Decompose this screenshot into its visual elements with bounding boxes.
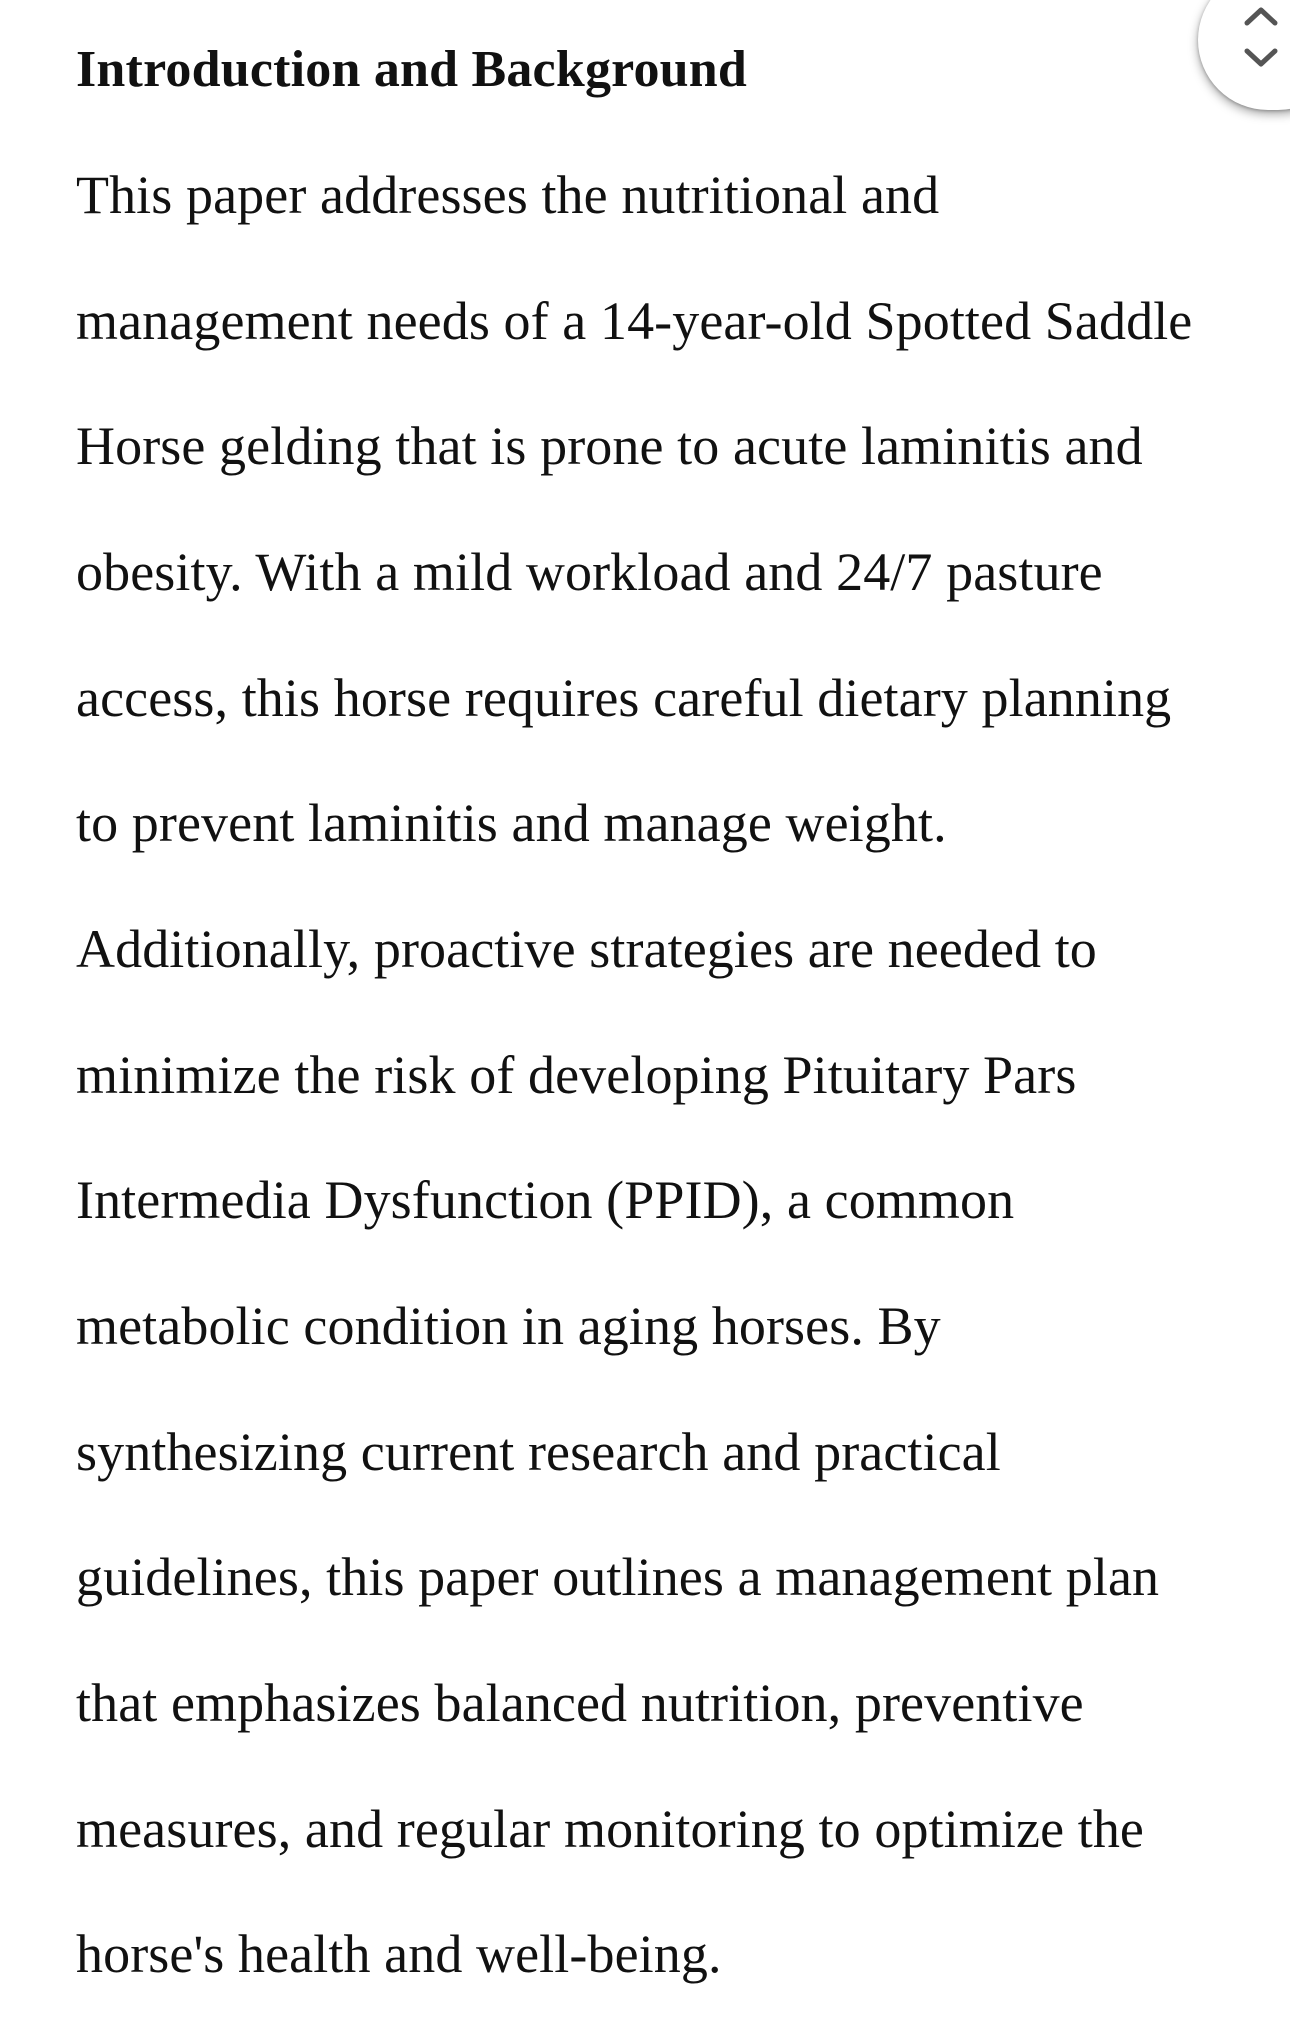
- body-line: This paper addresses the nutritional and: [76, 165, 940, 225]
- body-line: guidelines, this paper outlines a management plan: [76, 1547, 1160, 1607]
- scroll-up-button[interactable]: [1240, 0, 1282, 32]
- body-line: management needs of a 14-year-old Spotted Saddle: [76, 291, 1193, 351]
- chevron-up-icon: [1243, 5, 1279, 27]
- body-line: metabolic condition in aging horses. By: [76, 1296, 941, 1356]
- body-line: synthesizing current research and practical: [76, 1422, 1001, 1482]
- body-line: Horse gelding that is prone to acute laminitis and: [76, 416, 1143, 476]
- chevron-down-icon: [1243, 47, 1279, 69]
- body-line: Intermedia Dysfunction (PPID), a common: [76, 1170, 1015, 1230]
- section-heading: Introduction and Background: [76, 41, 748, 98]
- body-line: Additionally, proactive strategies are needed to: [76, 919, 1097, 979]
- body-line: obesity. With a mild workload and 24/7 pasture: [76, 542, 1103, 602]
- body-line: to prevent laminitis and manage weight.: [76, 793, 947, 853]
- scroll-down-button[interactable]: [1240, 42, 1282, 74]
- body-line: that emphasizes balanced nutrition, preventive: [76, 1673, 1084, 1733]
- body-line: measures, and regular monitoring to optimize the: [76, 1799, 1145, 1859]
- body-line: minimize the risk of developing Pituitary Pars: [76, 1045, 1077, 1105]
- body-line: access, this horse requires careful dietary planning: [76, 668, 1172, 728]
- body-line: horse's health and well-being.: [76, 1924, 722, 1984]
- scroll-nav-widget: [1198, 0, 1290, 110]
